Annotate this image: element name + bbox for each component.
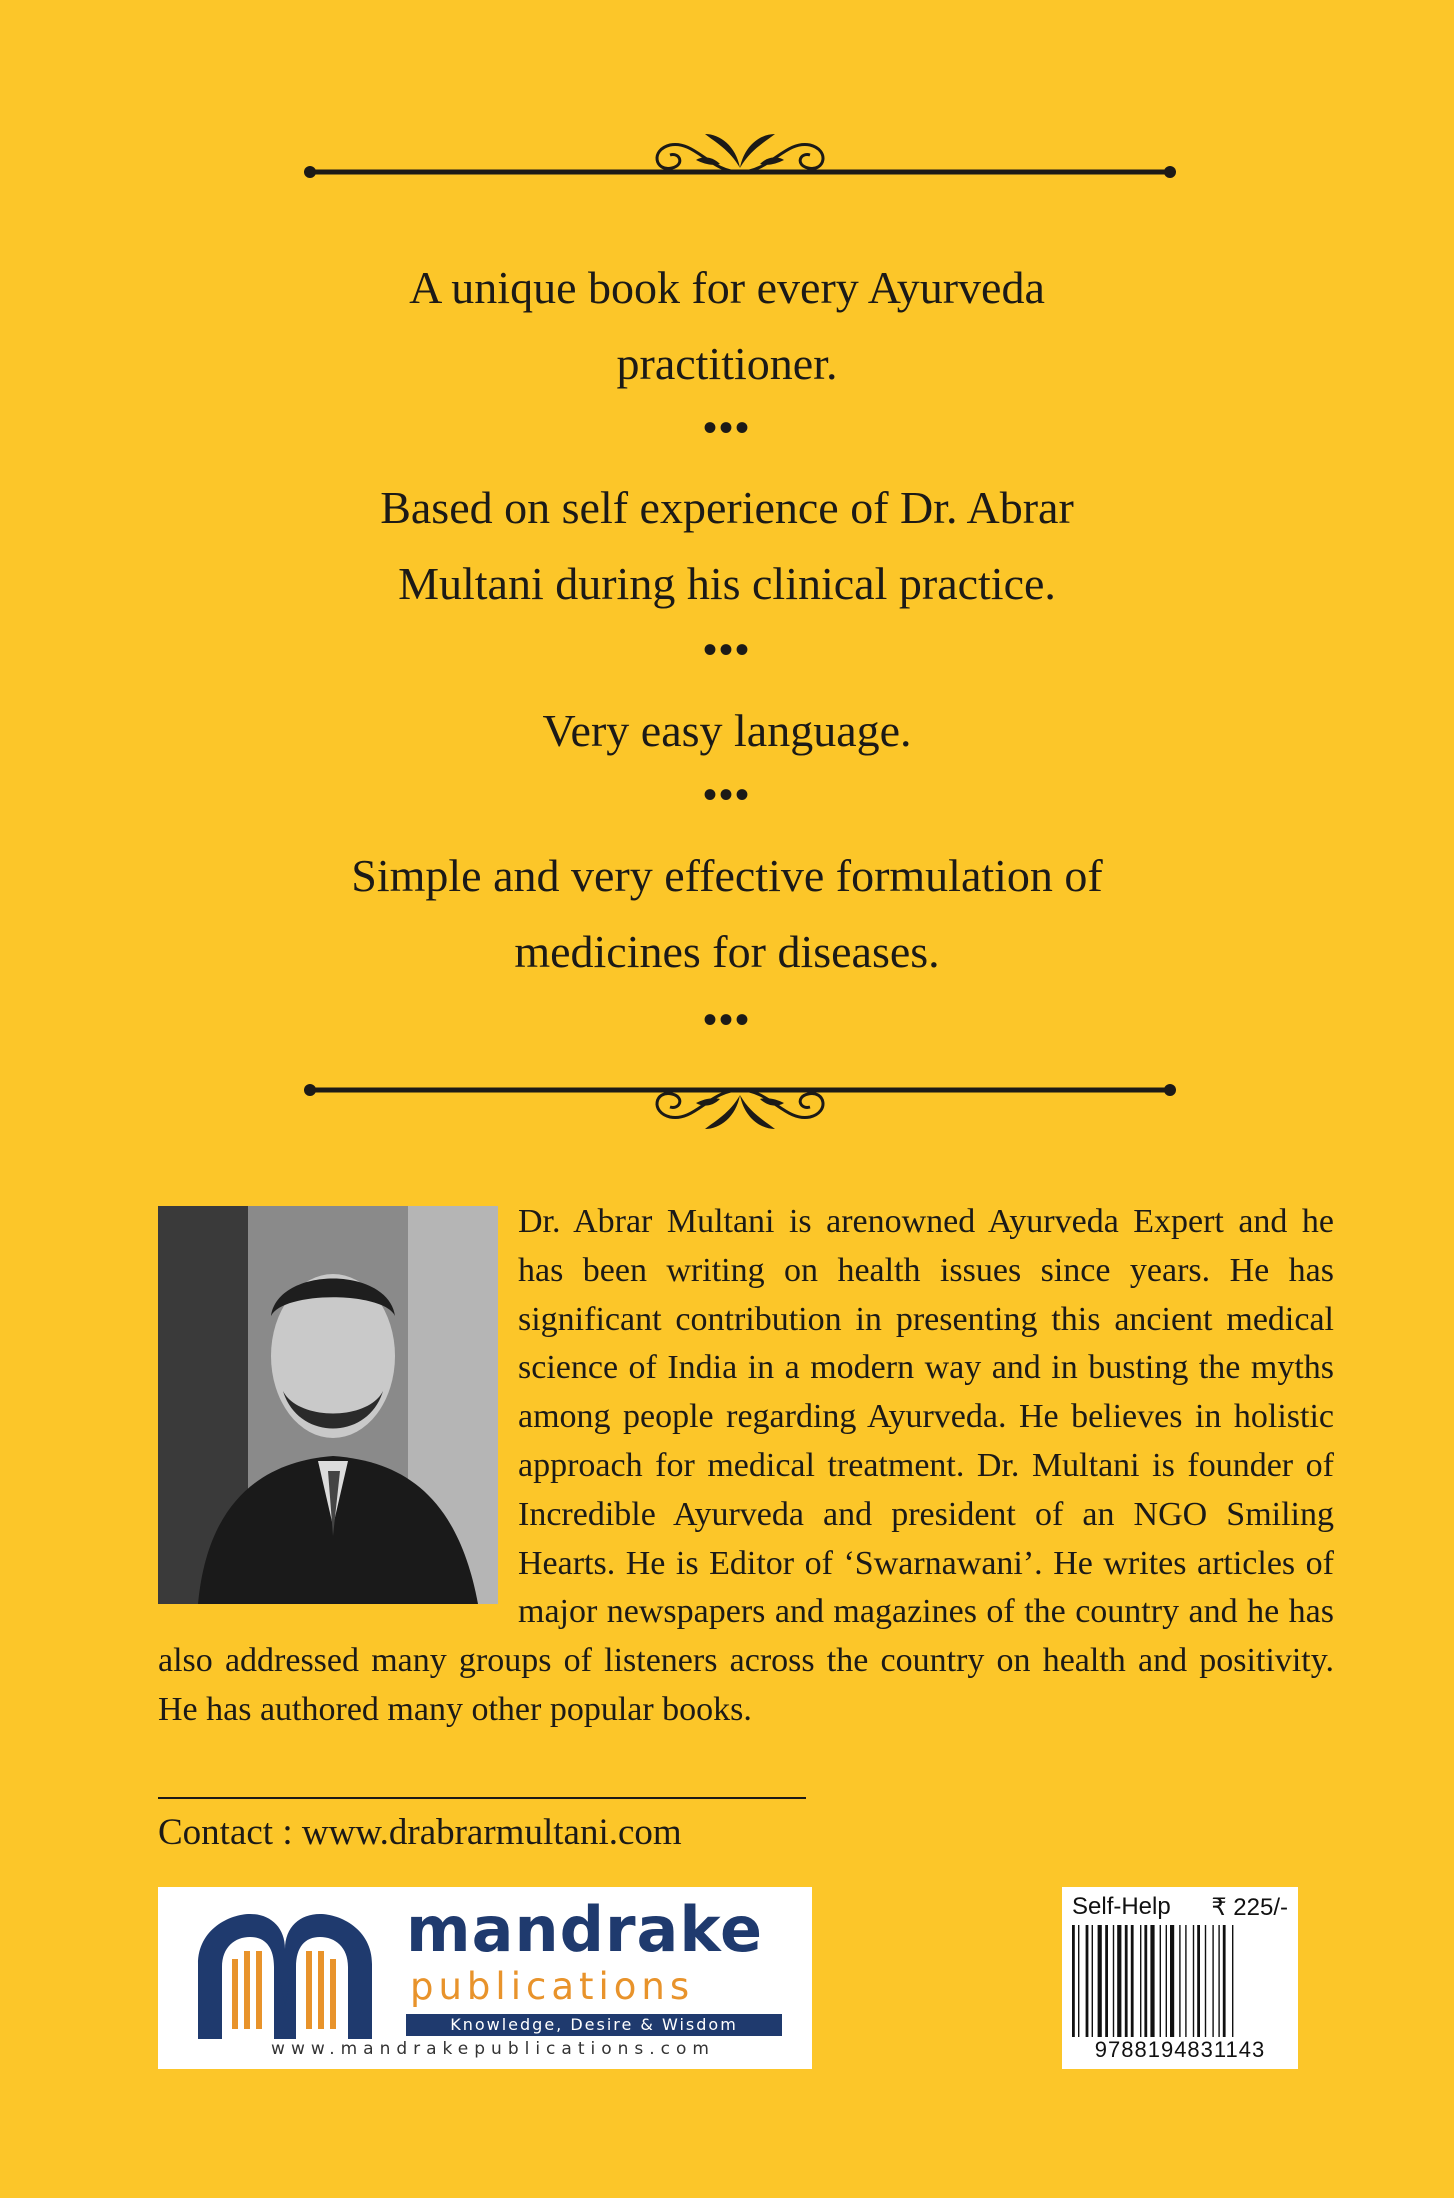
publisher-name: mandrake: [406, 1893, 763, 1966]
contact-line: Contact : www.drabrarmultani.com: [158, 1812, 682, 1853]
publisher-logo-mark-icon: [190, 1909, 380, 2039]
publisher-url: www.mandrakepublications.com: [271, 2039, 715, 2059]
author-bio-text: Dr. Abrar Multani is arenowned Ayurveda Expert and he has been writing on health issues since years. He has significant contribution in presenting this ancient medical science of India in a modern way and in busting the myths among people regarding Ayurveda. He believes in holistic approach for medical treatment. Dr. Multani is founder of Incredible Ayurveda and president of an NGO Smiling Hearts. He is Editor of ‘Swarnawani’. He writes articles of major newspapers and magazines of the country and he has also addressed many groups of listeners across the country on health and positivity. He has authored many other popular books.: [158, 1203, 1334, 1728]
blurb-4-line-2: medicines for diseases.: [514, 926, 940, 977]
blurb-2-line-2: Multani during his clinical practice.: [398, 558, 1056, 609]
author-bio: [158, 1198, 1334, 1735]
blurb-2: [200, 470, 1254, 622]
blurb-3: [200, 693, 1254, 769]
bottom-ornament-divider: [300, 1045, 1180, 1145]
barcode-price: ₹ 225/-: [1211, 1894, 1288, 1921]
isbn-barcode: [1062, 1887, 1298, 2069]
publisher-logo: [158, 1887, 812, 2069]
barcode-bars-icon: [1070, 1925, 1290, 2037]
publisher-sub: publications: [410, 1965, 695, 2008]
blurb-4: [200, 838, 1254, 990]
separator-dots: •••: [702, 627, 751, 672]
separator-dots: •••: [702, 405, 751, 450]
blurb-2-line-1: Based on self experience of Dr. Abrar: [380, 482, 1074, 533]
blurb-1-line-1: A unique book for every Ayurveda: [409, 262, 1045, 313]
separator-dots: •••: [702, 997, 751, 1042]
contact-divider: [158, 1797, 806, 1799]
separator-dots: •••: [702, 772, 751, 817]
publisher-tagline: Knowledge, Desire & Wisdom: [406, 2014, 782, 2036]
top-ornament-divider: [300, 120, 1180, 220]
barcode-category: Self-Help: [1072, 1893, 1171, 1920]
blurb-1-line-2: practitioner.: [616, 338, 838, 389]
author-photo: [158, 1206, 498, 1604]
barcode-isbn: 9788194831143: [1094, 2037, 1266, 2062]
blurb-1: [200, 250, 1254, 402]
blurb-4-line-1: Simple and very effective formulation of: [351, 850, 1103, 901]
blurb-3-line-1: Very easy language.: [542, 705, 912, 756]
